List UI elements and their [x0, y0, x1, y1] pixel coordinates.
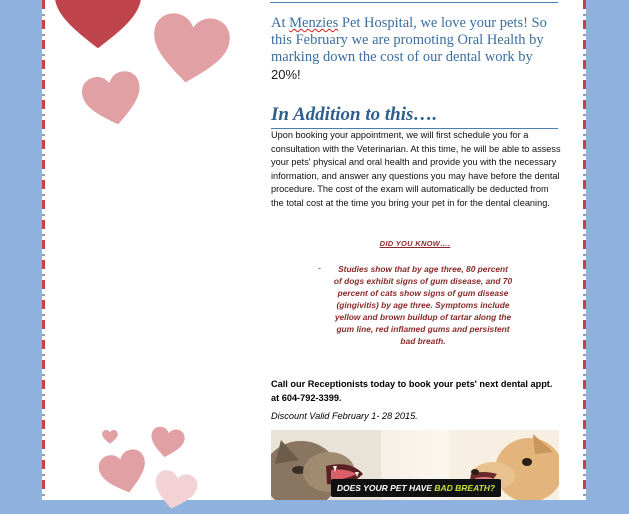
- section-title: In Addition to this….: [271, 104, 558, 129]
- consultation-paragraph: Upon booking your appointment, we will first schedule you for a consultation with the Veterinarian. At this time, he will be able to assess your pets' physical and oral health and provide you with the necessary information, and answer any questions you may have before the dental procedure. The cost of the exam will automatically be deducted from the total cost at the time you bring your pet in for the dental cleaning.: [271, 130, 561, 208]
- heart-icon: [151, 468, 200, 514]
- heart-icon: [52, 0, 144, 50]
- intro-before: At: [271, 15, 290, 31]
- call-to-action: Call our Receptionists today to book your pets' next dental appt. at 604-792-3399.: [271, 379, 553, 403]
- heart-icon: [79, 67, 147, 134]
- page-border-left: [42, 0, 45, 500]
- hospital-name: Menzies: [289, 15, 339, 31]
- tagline-accent: BAD BREATH?: [434, 483, 496, 493]
- intro-paragraph: [271, 15, 561, 84]
- intro-after: Pet Hospital, we love your pets! So this February we are promoting Oral Health by marking down the cost of our dental work by: [271, 15, 547, 65]
- top-rule: [270, 2, 558, 3]
- bad-breath-tagline: [331, 479, 501, 497]
- did-you-know-heading: DID YOU KNOW….: [379, 239, 451, 248]
- page-border-right: [583, 0, 586, 500]
- heart-icon: [147, 5, 233, 95]
- heart-icon: [102, 430, 118, 444]
- fact-bullet: -: [318, 263, 321, 273]
- tagline-main: DOES YOUR PET HAVE: [336, 483, 435, 493]
- discount-validity: Discount Valid February 1- 28 2015.: [271, 411, 418, 421]
- bad-breath-banner: [271, 430, 559, 500]
- heart-icon: [95, 447, 152, 500]
- discount-percent: 20%!: [271, 67, 301, 82]
- heart-icon: [148, 425, 187, 460]
- gum-disease-fact: Studies show that by age three, 80 percent of dogs exhibit signs of gum disease, and 70 percent of cats show signs of gum disease (gingivitis) by age three. Symptoms include yellow and brown buildup of tartar along the gum line, red inflamed gums and persistent bad breath.: [333, 264, 513, 346]
